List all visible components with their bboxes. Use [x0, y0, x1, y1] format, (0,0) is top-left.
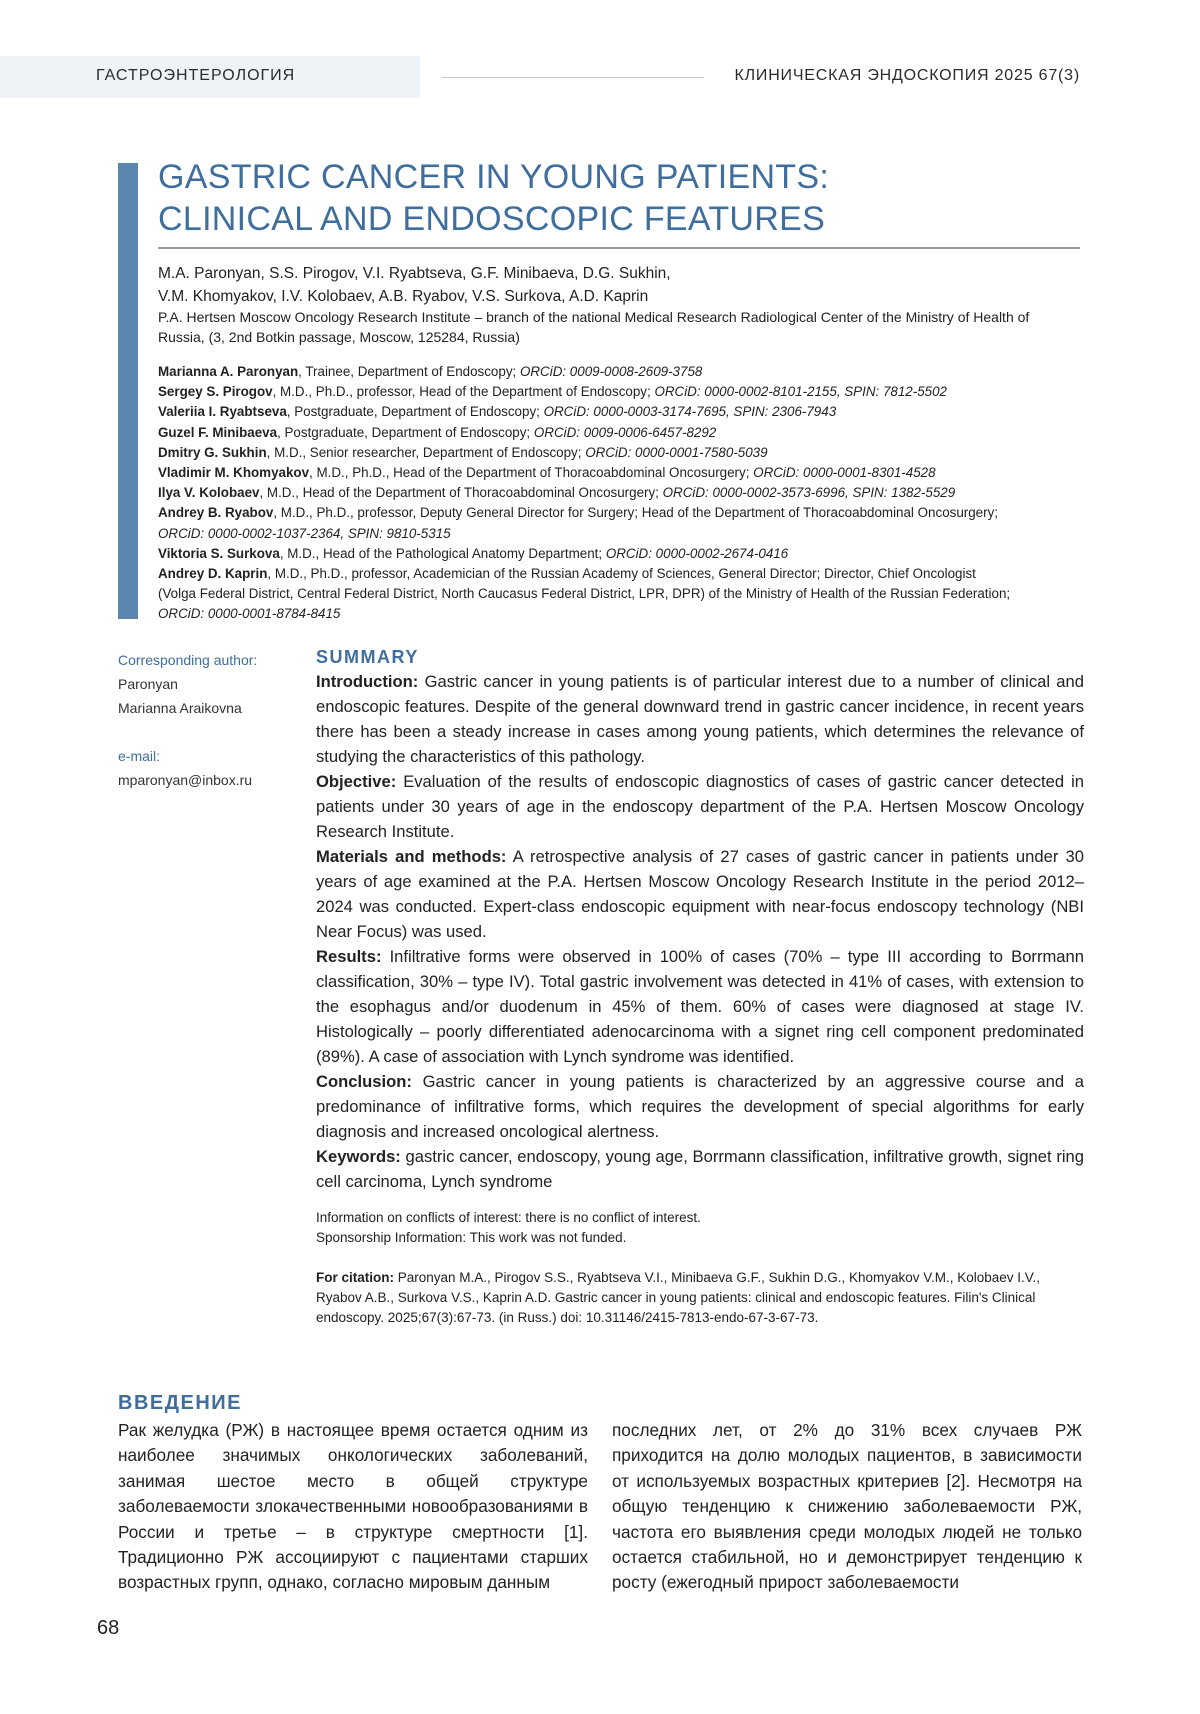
summary-paragraph: [316, 1069, 1084, 1144]
author-name: Viktoria S. Surkova: [158, 545, 280, 561]
summary-label: Results:: [316, 947, 382, 966]
author-detail-row: [158, 443, 1088, 463]
corresponding-label: Corresponding author:: [118, 652, 258, 668]
header-divider: [442, 77, 704, 78]
author-name: Guzel F. Minibaeva: [158, 424, 278, 440]
summary-paragraph: [316, 944, 1084, 1069]
author-detail-row: [158, 564, 1088, 584]
author-detail-row: [158, 382, 1088, 402]
author-detail-row: [158, 524, 1088, 544]
author-orcid: ORCiD: 0000-0001-8301-4528: [753, 465, 936, 481]
author-position: , Postgraduate, Department of Endoscopy;: [277, 424, 534, 440]
author-position: , M.D., Senior researcher, Department of Endoscopy;: [266, 444, 586, 460]
header-journal: КЛИНИЧЕСКАЯ ЭНДОСКОПИЯ 2025 67(3): [734, 67, 1080, 84]
summary-text: Gastric cancer in young patients is characterized by an aggressive course and a predominance of infiltrative forms, which requires the development of special algorithms for early diagnosis and increased oncological alertness.: [316, 1072, 1084, 1141]
author-orcid: ORCiD: 0000-0002-3573-6996, SPIN: 1382-5529: [662, 485, 956, 501]
citation: [316, 1268, 1084, 1328]
author-name: Dmitry G. Sukhin: [158, 444, 267, 460]
intro-heading: ВВЕДЕНИЕ: [118, 1392, 242, 1414]
summary-text: A retrospective analysis of 27 cases of gastric cancer in patients under 30 years of age examined at the P.A. Hertsen Moscow Oncology Research Institute in the period 2012–2024 was conducted. Expert-class endoscopic equipment with near-focus endoscopy technology (NBI Near Focus) was used.: [316, 847, 1084, 941]
title-rule: [158, 247, 1080, 249]
author-orcid: ORCiD: 0000-0002-2674-0416: [605, 545, 789, 561]
author-name: Sergey S. Pirogov: [158, 384, 273, 400]
author-name: Ilya V. Kolobaev: [158, 485, 260, 501]
summary-sections: [316, 669, 1084, 1194]
author-orcid: ORCiD: 0000-0002-8101-2155, SPIN: 7812-5502: [654, 384, 947, 400]
author-detail-row: [158, 544, 1088, 564]
summary-paragraph: [316, 1144, 1084, 1194]
author-name: Valeriia I. Ryabtseva: [158, 404, 287, 420]
summary-block: [316, 645, 1084, 1194]
intro-column-2: последних лет, от 2% до 31% всех случаев РЖ приходится на долю молодых пациентов, в зависимости от используемых возрастных критериев [2]. Несмотря на общую тенденцию к снижению заболеваемости РЖ, частота его выявления среди молодых людей не только остается стабильной, но и демонстрирует тенденцию к росту (ежегодный прирост заболеваемости: [612, 1420, 1082, 1593]
authors-line-1: M.A. Paronyan, S.S. Pirogov, V.I. Ryabtseva, G.F. Minibaeva, D.G. Sukhin,: [158, 265, 671, 282]
email-label: e-mail:: [118, 748, 161, 764]
author-detail-row: [158, 584, 1088, 604]
author-name: Vladimir M. Khomyakov: [158, 465, 310, 481]
corresponding-author-panel: [118, 648, 288, 792]
header-section: ГАСТРОЭНТЕРОЛОГИЯ: [96, 67, 296, 84]
author-orcid: ORCiD: 0000-0001-7580-5039: [585, 444, 768, 460]
summary-text: Gastric cancer in young patients is of particular interest due to a number of clinical and endoscopic features. Despite of the general downward trend in gastric cancer incidence, in recent years there has been a steady increase in cases among young patients, which determines the relevance of studying the characteristics of this pathology.: [316, 672, 1084, 766]
corresponding-name-1: Paronyan: [118, 676, 178, 692]
author-name: Andrey D. Kaprin: [158, 566, 268, 582]
summary-label: Materials and methods:: [316, 847, 507, 866]
author-detail-row: [158, 402, 1088, 422]
author-position: (Volga Federal District, Central Federal District, North Caucasus Federal District, LPR, DPR) of the Ministry of Health of the Russian Federation;: [158, 586, 1011, 602]
author-orcid: ORCiD: 0009-0006-6457-8292: [533, 424, 717, 440]
author-detail-row: [158, 483, 1088, 503]
title-accent-bar: [118, 163, 138, 619]
title-line-2: CLINICAL AND ENDOSCOPIC FEATURES: [158, 200, 826, 238]
author-position: , Trainee, Department of Endoscopy;: [298, 364, 520, 379]
summary-paragraph: [316, 669, 1084, 769]
author-position: , M.D., Ph.D., professor, Academician of the Russian Academy of Sciences, General Director; Director, Chief Oncologist: [267, 566, 976, 582]
title-line-1: GASTRIC CANCER IN YOUNG PATIENTS:: [158, 158, 830, 196]
authors-line-2: V.M. Khomyakov, I.V. Kolobaev, A.B. Ryabov, V.S. Surkova, A.D. Kaprin: [158, 288, 649, 305]
sponsor-note: Sponsorship Information: This work was not funded.: [316, 1230, 627, 1245]
author-name: Marianna A. Paronyan: [158, 364, 299, 379]
citation-text: Paronyan M.A., Pirogov S.S., Ryabtseva V.I., Minibaeva G.F., Sukhin D.G., Khomyakov V.M., Kolobaev I.V., Ryabov A.B., Surkova V.S., Kaprin A.D. Gastric cancer in young patients: clinical and endoscopic features. Filin's Clinical endoscopy. 2025;67(3):67-73. (in Russ.) doi: 10.31146/2415-7813-endo-67-3-67-73.: [316, 1270, 1041, 1325]
summary-label: Keywords:: [316, 1147, 401, 1166]
author-orcid: ORCiD: 0009-0008-2609-3758: [519, 364, 703, 379]
author-name: Andrey B. Ryabov: [158, 505, 274, 521]
author-orcid: ORCiD: 0000-0001-8784-8415: [158, 606, 341, 622]
summary-text: gastric cancer, endoscopy, young age, Borrmann classification, infiltrative growth, signet ring cell carcinoma, Lynch syndrome: [316, 1147, 1084, 1191]
article-title: [158, 156, 1078, 240]
intro-column-1: Рак желудка (РЖ) в настоящее время остается одним из наиболее значимых онкологических заболеваний, занимая шестое место в общей структуре заболеваемости злокачественными новообразованиями в России и третье – в структуре смертности [1]. Традиционно РЖ ассоциируют с пациентами старших возрастных групп, однако, согласно мировым данным: [118, 1420, 588, 1593]
author-position: , M.D., Ph.D., professor, Deputy General Director for Surgery; Head of the Department of Thoracoabdominal Oncosurgery;: [273, 505, 999, 521]
author-list: [158, 262, 1078, 308]
author-position: , M.D., Head of the Department of Thoracoabdominal Oncosurgery;: [259, 485, 663, 501]
corresponding-name-2: Marianna Araikovna: [118, 700, 242, 716]
author-detail-row: [158, 362, 1088, 382]
summary-paragraph: [316, 844, 1084, 944]
author-position: , M.D., Head of the Pathological Anatomy Department;: [279, 545, 606, 561]
summary-label: Conclusion:: [316, 1072, 412, 1091]
author-orcid: ORCiD: 0000-0003-3174-7695, SPIN: 2306-7943: [543, 404, 837, 420]
author-position: , Postgraduate, Department of Endoscopy;: [286, 404, 544, 420]
summary-paragraph: [316, 769, 1084, 844]
header-section-band: [0, 56, 420, 98]
summary-text: Evaluation of the results of endoscopic diagnostics of cases of gastric cancer detected in patients under 30 years of age in the endoscopy department of the P.A. Hertsen Moscow Oncology Research Institute.: [316, 772, 1084, 841]
author-position: , M.D., Ph.D., professor, Head of the Department of Endoscopy;: [272, 384, 655, 400]
author-detail-row: [158, 503, 1088, 523]
author-orcid: ORCiD: 0000-0002-1037-2364, SPIN: 9810-5315: [158, 525, 451, 541]
summary-heading: SUMMARY: [316, 647, 419, 667]
summary-label: Objective:: [316, 772, 397, 791]
email-link[interactable]: mparonyan@inbox.ru: [118, 772, 253, 788]
summary-label: Introduction:: [316, 672, 419, 691]
page-number: 68: [97, 1617, 120, 1639]
author-detail-row: [158, 463, 1088, 483]
affiliation: P.A. Hertsen Moscow Oncology Research Institute – branch of the national Medical Research Radiological Center of the Ministry of Health of Russia, (3, 2nd Botkin passage, Moscow, 125284, Russia): [158, 309, 1030, 345]
summary-text: Infiltrative forms were observed in 100% of cases (70% – type III according to Borrmann classification, 30% – type IV). Total gastric involvement was detected in 41% of cases, with extension to the esophagus and/or duodenum in 45% of them. 60% of cases were diagnosed at stage IV. Histologically – poorly differentiated adenocarcinoma with a signet ring cell component predominated (89%). A case of association with Lynch syndrome was identified.: [316, 947, 1084, 1066]
author-detail-row: [158, 423, 1088, 443]
conflict-note: Information on conflicts of interest: there is no conflict of interest.: [316, 1210, 701, 1225]
author-detail-row: [158, 604, 1088, 624]
author-details: [158, 362, 1088, 625]
author-position: , M.D., Ph.D., Head of the Department of Thoracoabdominal Oncosurgery;: [309, 465, 754, 481]
citation-label: For citation:: [316, 1270, 394, 1285]
funding-notes: [316, 1208, 1084, 1248]
